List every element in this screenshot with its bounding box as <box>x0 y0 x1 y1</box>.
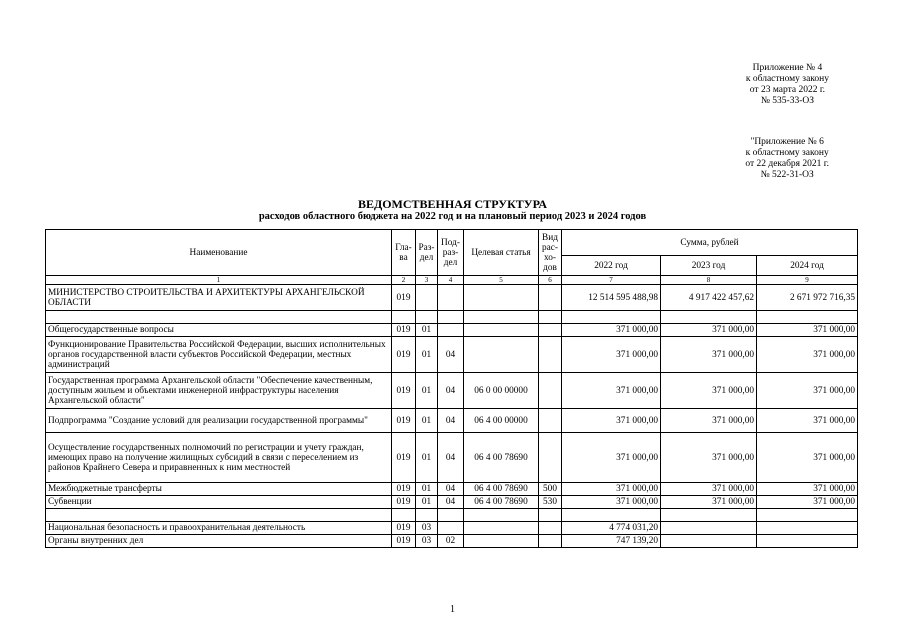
row-sum-2024: 371 000,00 <box>757 483 858 496</box>
row-chapter <box>392 311 416 324</box>
row-subsection: 04 <box>438 373 464 409</box>
row-section: 03 <box>416 522 438 535</box>
row-name <box>46 509 392 522</box>
row-target-article <box>464 522 539 535</box>
row-chapter: 019 <box>392 433 416 483</box>
row-subsection: 04 <box>438 483 464 496</box>
row-sum-2024: 2 671 972 716,35 <box>757 285 858 311</box>
row-expense-type <box>539 433 562 483</box>
row-subsection: 04 <box>438 496 464 509</box>
row-section <box>416 509 438 522</box>
row-name: Субвенции <box>46 496 392 509</box>
table-row <box>46 311 858 324</box>
page-number: 1 <box>450 604 455 615</box>
row-sum-2023 <box>661 522 757 535</box>
row-expense-type: 530 <box>539 496 562 509</box>
row-sum-2024: 371 000,00 <box>757 337 858 373</box>
table-row <box>46 483 858 496</box>
annex-line: № 535-33-ОЗ <box>760 96 814 106</box>
column-number: 9 <box>757 276 858 285</box>
row-name: Межбюджетные трансферты <box>46 483 392 496</box>
annex-line: от 22 декабря 2021 г. <box>745 159 829 169</box>
row-sum-2022 <box>562 311 661 324</box>
row-sum-2024 <box>757 509 858 522</box>
row-sum-2023 <box>661 311 757 324</box>
budget-structure-table <box>45 229 858 548</box>
table-row <box>46 337 858 373</box>
row-section: 03 <box>416 535 438 548</box>
row-target-article <box>464 509 539 522</box>
header-target-article: Целевая статья <box>464 230 539 276</box>
row-expense-type <box>539 337 562 373</box>
row-chapter: 019 <box>392 324 416 337</box>
row-expense-type <box>539 373 562 409</box>
row-subsection: 02 <box>438 535 464 548</box>
table-row <box>46 433 858 483</box>
header-expense-type: Вид рас-хо-дов <box>539 230 562 276</box>
row-sum-2022 <box>562 509 661 522</box>
row-sum-2023: 371 000,00 <box>661 483 757 496</box>
row-target-article <box>464 311 539 324</box>
header-year-2023: 2023 год <box>661 256 757 276</box>
row-sum-2023: 371 000,00 <box>661 433 757 483</box>
header-year-2024: 2024 год <box>757 256 858 276</box>
row-sum-2023: 371 000,00 <box>661 324 757 337</box>
row-sum-2024 <box>757 311 858 324</box>
row-sum-2024: 371 000,00 <box>757 433 858 483</box>
row-sum-2023: 4 917 422 457,62 <box>661 285 757 311</box>
header-subsection: Под-раз-дел <box>438 230 464 276</box>
row-chapter: 019 <box>392 496 416 509</box>
table-row <box>46 324 858 337</box>
row-sum-2022: 371 000,00 <box>562 324 661 337</box>
row-section: 01 <box>416 483 438 496</box>
column-number: 6 <box>539 276 562 285</box>
row-subsection: 04 <box>438 433 464 483</box>
column-number: 8 <box>661 276 757 285</box>
column-number: 5 <box>464 276 539 285</box>
header-chapter: Гла-ва <box>392 230 416 276</box>
document-title: ВЕДОМСТВЕННАЯ СТРУКТУРА <box>357 197 548 211</box>
annex-line: к областному закону <box>745 148 829 158</box>
row-expense-type <box>539 509 562 522</box>
table-row <box>46 509 858 522</box>
row-expense-type <box>539 285 562 311</box>
column-number-row <box>46 276 858 285</box>
row-target-article <box>464 535 539 548</box>
row-sum-2023 <box>661 509 757 522</box>
row-section: 01 <box>416 324 438 337</box>
row-section: 01 <box>416 337 438 373</box>
row-chapter <box>392 509 416 522</box>
table-row <box>46 522 858 535</box>
column-number: 4 <box>438 276 464 285</box>
row-subsection <box>438 324 464 337</box>
row-name: Национальная безопасность и правоохранительная деятельность <box>46 522 392 535</box>
document-subtitle: расходов областного бюджета на 2022 год и на плановый период 2023 и 2024 годов <box>258 211 647 222</box>
table-row <box>46 373 858 409</box>
table-row <box>46 535 858 548</box>
row-name <box>46 311 392 324</box>
row-section: 01 <box>416 409 438 433</box>
row-chapter: 019 <box>392 337 416 373</box>
row-target-article <box>464 337 539 373</box>
row-name: Государственная программа Архангельской области "Обеспечение качественным, доступным жильем и объектами инженерной инфраструктуры населения Архангельской области" <box>46 373 392 409</box>
row-chapter: 019 <box>392 285 416 311</box>
annex-line: № 522-31-ОЗ <box>760 170 814 180</box>
row-target-article: 06 4 00 78690 <box>464 483 539 496</box>
row-sum-2023: 371 000,00 <box>661 337 757 373</box>
column-number: 3 <box>416 276 438 285</box>
header-section: Раз-дел <box>416 230 438 276</box>
row-chapter: 019 <box>392 373 416 409</box>
row-expense-type <box>539 311 562 324</box>
row-chapter: 019 <box>392 483 416 496</box>
annex-line: Приложение № 4 <box>752 63 823 73</box>
row-chapter: 019 <box>392 409 416 433</box>
annex-line: от 23 марта 2022 г. <box>749 85 826 95</box>
column-number: 1 <box>46 276 392 285</box>
header-sum: Сумма, рублей <box>562 230 858 256</box>
row-sum-2023 <box>661 535 757 548</box>
row-sum-2022: 12 514 595 488,98 <box>562 285 661 311</box>
row-name: Общегосударственные вопросы <box>46 324 392 337</box>
row-target-article: 06 4 00 78690 <box>464 496 539 509</box>
annex-reference-current <box>746 63 829 107</box>
row-sum-2022: 4 774 031,20 <box>562 522 661 535</box>
row-target-article: 06 4 00 78690 <box>464 433 539 483</box>
row-name: Функционирование Правительства Российской Федерации, высших исполнительных органов государственной власти субъектов Российской Федерации, местных администраций <box>46 337 392 373</box>
row-sum-2022: 747 139,20 <box>562 535 661 548</box>
header-name: Наименование <box>46 230 392 276</box>
row-sum-2022: 371 000,00 <box>562 409 661 433</box>
row-subsection: 04 <box>438 409 464 433</box>
row-sum-2023: 371 000,00 <box>661 409 757 433</box>
table-row <box>46 409 858 433</box>
table-row <box>46 496 858 509</box>
annex-line: "Приложение № 6 <box>750 137 824 147</box>
row-subsection <box>438 285 464 311</box>
row-sum-2023: 371 000,00 <box>661 496 757 509</box>
row-section <box>416 285 438 311</box>
row-expense-type <box>539 324 562 337</box>
row-section: 01 <box>416 433 438 483</box>
row-sum-2024 <box>757 522 858 535</box>
row-target-article: 06 0 00 00000 <box>464 373 539 409</box>
row-name: Органы внутренних дел <box>46 535 392 548</box>
row-sum-2024 <box>757 535 858 548</box>
row-sum-2024: 371 000,00 <box>757 373 858 409</box>
row-expense-type <box>539 535 562 548</box>
row-name: МИНИСТЕРСТВО СТРОИТЕЛЬСТВА И АРХИТЕКТУРЫ АРХАНГЕЛЬСКОЙ ОБЛАСТИ <box>46 285 392 311</box>
row-sum-2024: 371 000,00 <box>757 409 858 433</box>
row-expense-type: 500 <box>539 483 562 496</box>
row-name: Осуществление государственных полномочий по регистрации и учету граждан, имеющих право на получение жилищных субсидий в связи с переселением из районов Крайнего Севера и приравненных к ним местностей <box>46 433 392 483</box>
row-name: Подпрограмма "Создание условий для реализации государственной программы" <box>46 409 392 433</box>
row-sum-2022: 371 000,00 <box>562 496 661 509</box>
row-subsection: 04 <box>438 337 464 373</box>
row-chapter: 019 <box>392 535 416 548</box>
row-subsection <box>438 311 464 324</box>
row-subsection <box>438 509 464 522</box>
annex-reference-original <box>745 137 829 181</box>
column-number: 7 <box>562 276 661 285</box>
row-target-article <box>464 285 539 311</box>
row-sum-2022: 371 000,00 <box>562 433 661 483</box>
row-sum-2024: 371 000,00 <box>757 324 858 337</box>
row-sum-2022: 371 000,00 <box>562 483 661 496</box>
row-subsection <box>438 522 464 535</box>
row-section: 01 <box>416 373 438 409</box>
row-chapter: 019 <box>392 522 416 535</box>
annex-line: к областному закону <box>745 74 829 84</box>
row-sum-2023: 371 000,00 <box>661 373 757 409</box>
row-sum-2022: 371 000,00 <box>562 337 661 373</box>
row-section <box>416 311 438 324</box>
row-sum-2024: 371 000,00 <box>757 496 858 509</box>
header-year-2022: 2022 год <box>562 256 661 276</box>
row-expense-type <box>539 409 562 433</box>
row-target-article: 06 4 00 00000 <box>464 409 539 433</box>
row-section: 01 <box>416 496 438 509</box>
row-sum-2022: 371 000,00 <box>562 373 661 409</box>
table-row <box>46 285 858 311</box>
row-expense-type <box>539 522 562 535</box>
column-number: 2 <box>392 276 416 285</box>
row-target-article <box>464 324 539 337</box>
